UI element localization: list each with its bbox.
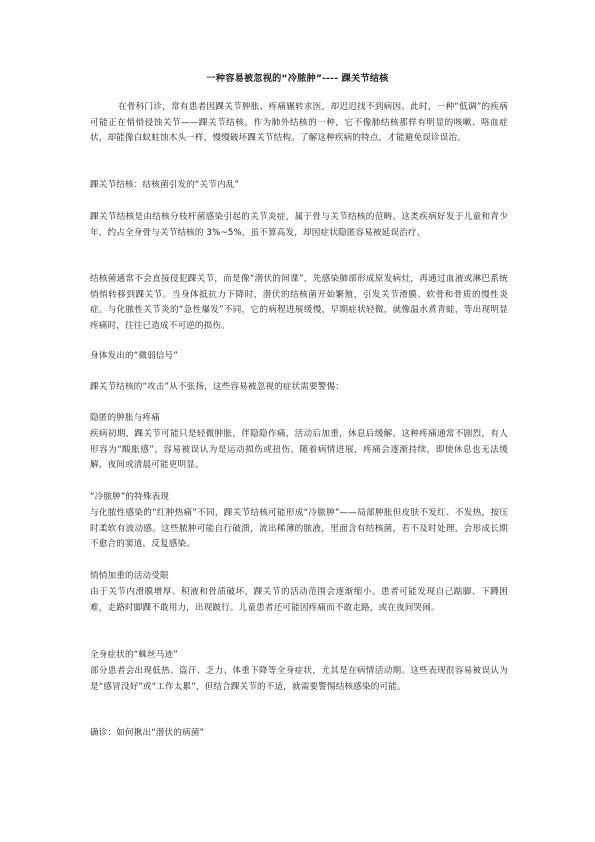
symptom-text-cold-abscess: 与化脓性感染的“红肿热痛”不同，踝关节结核可能形成“冷脓肿”——局部肿胀但皮肤不发红、不发热，按压时柔软有波动感。这些脓肿可能自行破溃，流出稀薄的脓液，里面含有结核菌，若不及时处理，会形成长期不愈合的窦道，反复感染。 xyxy=(90,508,508,549)
symptom-heading-swelling: 隐匿的肿胀与疼痛 xyxy=(90,413,160,423)
intro-paragraph: 在骨科门诊，常有患者因踝关节肿胀、疼痛辗转求医，却迟迟找不到病因。此时，一种“低调”的疾病可能正在悄悄侵蚀关节——踝关节结核。作为肺外结核的一种，它不像肺结核那样有明显的咳嗽、咯血症状，却能像白蚁蛀蚀木头一样，慢慢破坏踝关节结构。了解这种疾病的特点，才能避免误诊误治。 xyxy=(90,102,508,143)
section-heading-tuberculosis: 踝关节结核：结核菌引发的“关节内乱” xyxy=(90,180,240,190)
paragraph-definition: 踝关节结核是由结核分枝杆菌感染引起的关节炎症，属于骨与关节结核的范畴。这类疾病好发于儿童和青少年，约占全身骨与关节结核的 3%~5%，虽不算高发，却因症状隐匿容易被延误治疗。 xyxy=(90,212,508,238)
section-heading-diagnosis: 确诊：如何揪出“潜伏的病菌” xyxy=(90,728,205,738)
paragraph-symptoms-intro: 踝关节结核的“攻击”从不张扬，这些容易被忽视的症状需要警惕： xyxy=(90,382,345,392)
symptom-heading-cold-abscess: “冷脓肿”的特殊表现 xyxy=(90,492,170,502)
symptom-text-mobility: 由于关节内滑膜增厚、积液和骨质破坏，踝关节的活动范围会逐渐缩小。患者可能发现自己踮脚、下蹲困难，走路时脚踝不敢用力，出现跛行。儿童患者还可能因疼痛而不敢走路，或在夜间哭闹。 xyxy=(90,587,508,613)
symptom-heading-mobility: 悄悄加重的活动受限 xyxy=(90,571,169,581)
section-heading-signals: 身体发出的“微弱信号” xyxy=(90,351,178,361)
document-title: 一种容易被忽视的“冷脓肿”---- 踝关节结核 xyxy=(206,73,389,84)
paragraph-pathogenesis: 结核菌通常不会直接侵犯踝关节，而是像“潜伏的间谍”，先感染肺部形成原发病灶，再通过血液或淋巴系统悄悄转移到踝关节。当身体抵抗力下降时，潜伏的结核菌开始繁殖，引发关节滑膜、软骨和骨质的慢性炎症。与化脓性关节炎的“急性爆发”不同，它的病程进展缓慢，早期症状轻微，就像温水煮青蛙，等出现明显疼痛时，往往已造成不可逆的损伤。 xyxy=(90,274,508,331)
symptom-text-swelling: 疾病初期，踝关节可能只是轻微肿胀，伴隐隐作痛，活动后加重，休息后缓解。这种疼痛通常不剧烈，有人形容为“酸胀感”，容易被误认为是运动损伤或扭伤。随着病情进展，疼痛会逐渐持续，即使休息也无法缓解，夜间或清晨可能更明显。 xyxy=(90,429,508,470)
symptom-text-systemic: 部分患者会出现低热、盗汗、乏力、体重下降等全身症状，尤其是在病情活动期。这些表现很容易被误认为是“感冒没好”或“工作太累”，但结合踝关节的不适，就需要警惕结核感染的可能。 xyxy=(90,666,508,692)
symptom-heading-systemic: 全身症状的“蛛丝马迹” xyxy=(90,650,178,660)
